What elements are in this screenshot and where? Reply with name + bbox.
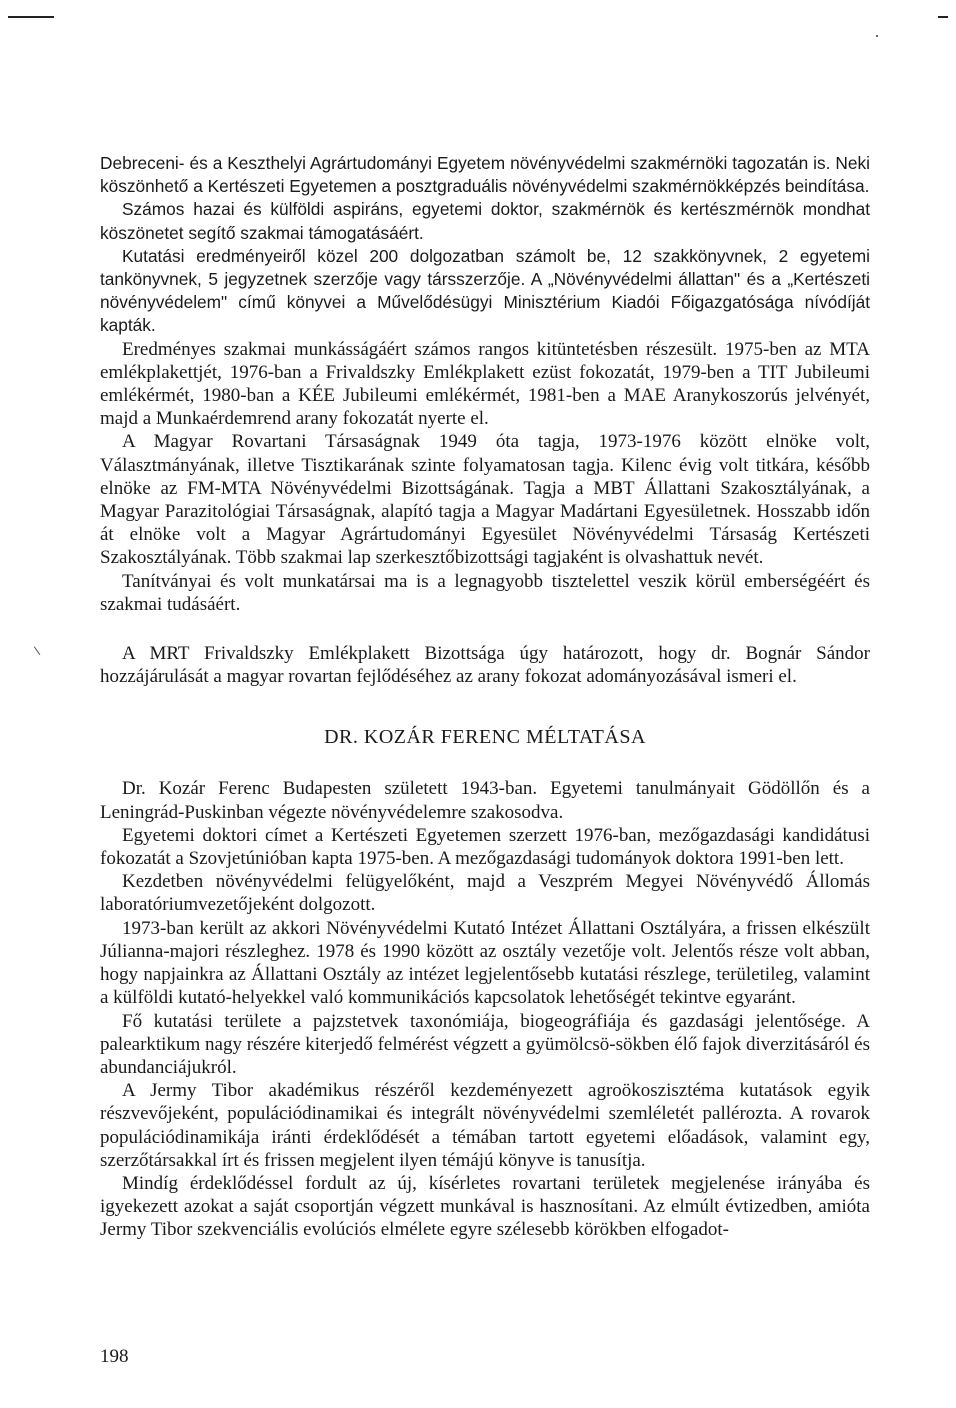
paragraph: A Jermy Tibor akadémikus részéről kezdeményezett agroökoszisztéma kutatások egyik részvevőjeként, populációdinamikai és integrált növényvédelmi szemléletét pallérozta. A rovarok populációdinamikája iránti érdeklődését a témában tartott egyetemi előadások, valamint egy, szerzőtársakkal írt és frissen megjelent ilyen témájú könyve is tanusítja. [100, 1080, 870, 1171]
section-1-sans [100, 152, 870, 338]
paragraph: A Magyar Rovartani Társaságnak 1949 óta tagja, 1973-1976 között elnöke volt, Választmányának, illetve Tisztikarának szinte folyamatosan tagja. Kilenc évig volt titkára, később elnöke az FM-MTA Növényvédelmi Bizottságának. Tagja a MBT Állattani Szakosztályának, a Magyar Parazitológiai Társaságnak, alapító tagja a Magyar Madártani Egyesületnek. Hosszabb időn át elnöke volt a Magyar Agrártudományi Egyesület Növényvédelmi Társaság Kertészeti Szakosztályának. Több szakmai lap szerkesztőbizottsági tagjaként is olvashattuk nevét. [100, 431, 870, 569]
committee-decision: A MRT Frivaldszky Emlékplakett Bizottsága úgy határozott, hogy dr. Bognár Sándor hozzájárulását a magyar rovartan fejlődéséhez az arany fokozat adományozásával ismeri el. [100, 643, 870, 688]
page-body [100, 152, 870, 1242]
paragraph: Számos hazai és külföldi aspiráns, egyetemi doktor, szakmérnök és kertészmérnök mondhat köszönetet segítő szakmai támogatásáért. [100, 199, 870, 243]
section-heading: DR. KOZÁR FERENC MÉLTATÁSA [324, 726, 646, 749]
paragraph: 1973-ban került az akkori Növényvédelmi Kutató Intézet Állattani Osztályára, a frissen elkészült Júlianna-majori részleghez. 1978 és 1990 között az osztály vezetője volt. Jelentős része volt abban, hogy napjainkra az Állattani Osztály az intézet legjelentősebb kutatási részlege, területileg, valamint a külföldi kutató-helyekkel való kommunikációs kapcsolatok lehetőségét tekintve egyaránt. [100, 917, 870, 1009]
paragraph: Fő kutatási területe a pajzstetvek taxonómiája, biogeográfiája és gazdasági jelentősége. A palearktikum nagy részére kiterjedő felmérést végzett a gyümölcsö-sökben élő fajok diverzitásáról és abundanciájukról. [100, 1010, 870, 1078]
paragraph: Kutatási eredményeiről közel 200 dolgozatban számolt be, 12 szakkönyvnek, 2 egyetemi tankönyvnek, 5 jegyzetnek szerzője vagy társszerzője. A „Növényvédelmi állattan" és a „Kertészeti növényvédelem" című könyvei a Művelődésügyi Minisztérium Kiadói Főigazgatósága nívódíját kapták. [100, 245, 870, 336]
paragraph: Mindíg érdeklődéssel fordult az új, kísérletes rovartani területek megjelenése irányába és igyekezett azokat a saját csoportján végzett munkával is hasznosítani. Az elmúlt évtizedben, amióta Jermy Tibor szekvenciális evolúciós elmélete egyre szélesebb körökben elfogadot- [100, 1172, 870, 1241]
page-number: 198 [100, 1346, 129, 1367]
paragraph: Tanítványai és volt munkatársai ma is a legnagyobb tisztelettel veszik körül emberségéért és szakmai tudásáért. [100, 570, 870, 615]
paragraph: Egyetemi doktori címet a Kertészeti Egyetemen szerzett 1976-ban, mezőgazdasági kandidátusi fokozatát a Szovjetúnióban kapta 1975-ben. A mezőgazdasági tudományok doktora 1991-ben lett. [100, 824, 870, 870]
paragraph: Dr. Kozár Ferenc Budapesten született 1943-ban. Egyetemi tanulmányait Gödöllőn és a Leningrád-Puskinban végezte növényvédelemre szakosodva. [100, 778, 870, 823]
top-rule [8, 16, 54, 18]
paragraph: Kezdetben növényvédelmi felügyelőként, majd a Veszprém Megyei Növényvédő Állomás laboratóriumvezetőjeként dolgozott. [100, 871, 870, 916]
top-edge-mark [938, 16, 948, 18]
paragraph: Eredményes szakmai munkásságáért számos rangos kitüntetésben részesült. 1975-ben az MTA emlékplakettjét, 1976-ban a Frivaldszky Emlékplakett ezüst fokozatát, 1979-ben a TIT Jubileumi emlékérmét, 1980-ban a KÉE Jubileumi emlékérmét, 1981-ben a MAE Aranykoszorús jelvényét, majd a Munkaérdemrend arany fokozatát nyerte el. [100, 338, 870, 430]
paragraph: Debreceni- és a Keszthelyi Agrártudományi Egyetem növényvédelmi szakmérnöki tagozatán is. Neki köszönhető a Kertészeti Egyetemen a posztgraduális növényvédelmi szakmérnökképzés beindítása. [100, 153, 870, 197]
scan-speck [876, 35, 878, 37]
margin-mark [34, 643, 45, 655]
